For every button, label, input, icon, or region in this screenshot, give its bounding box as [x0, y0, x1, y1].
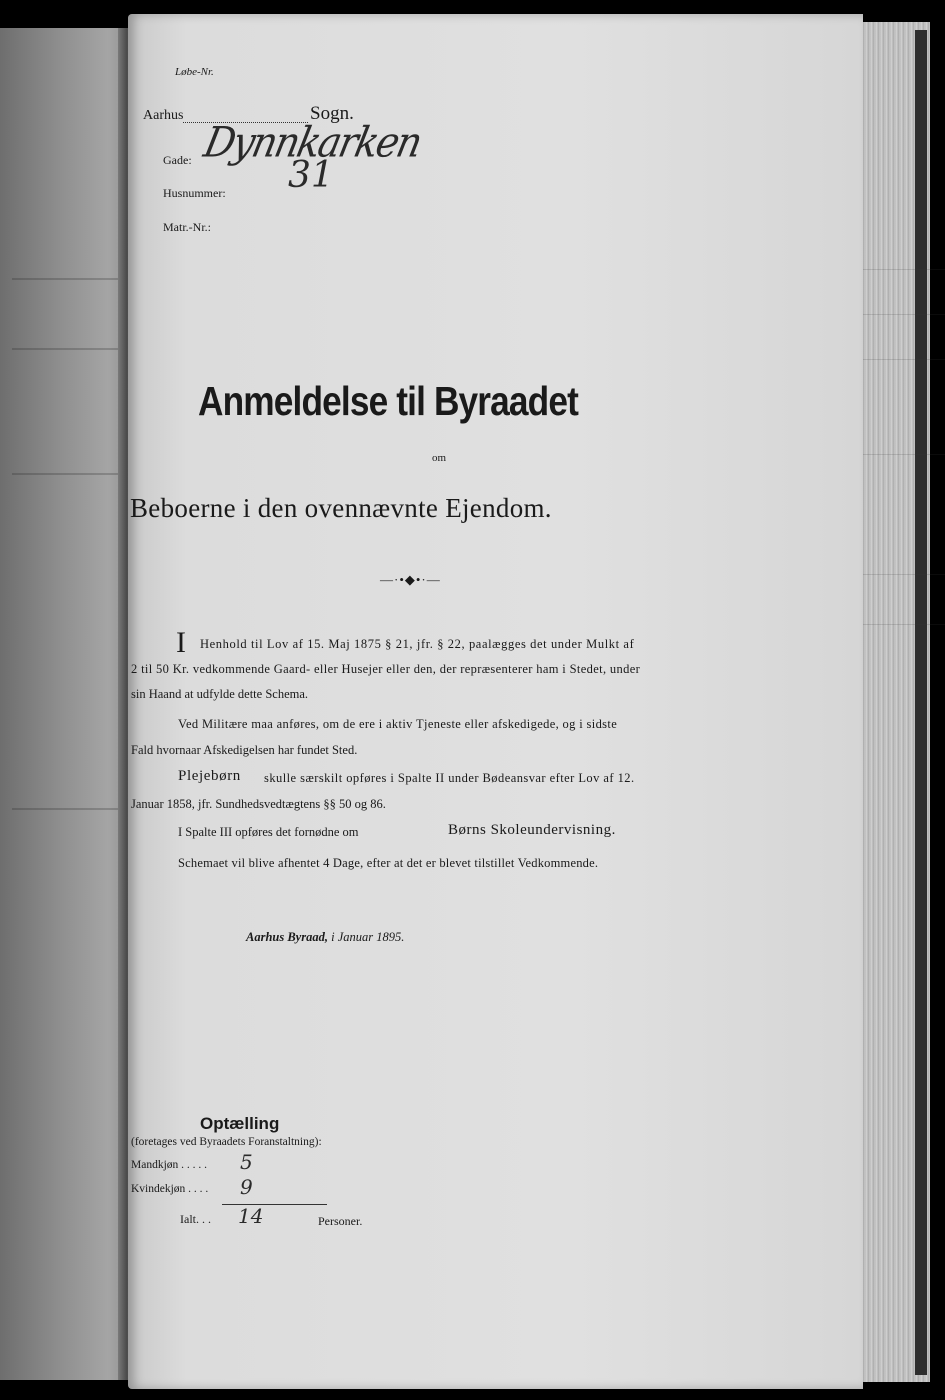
mandkjoen-label: Mandkjøn . . . . . [131, 1159, 208, 1171]
bleed-through-line [863, 269, 945, 270]
paragraph-1-line-2: 2 til 50 Kr. vedkommende Gaard- eller Husejer eller den, der repræsenterer ham i Stedet, under [131, 662, 641, 676]
loebe-nr-label: Løbe-Nr. [175, 66, 214, 78]
paragraph-4-emphasis: Børns Skoleundervisning. [448, 822, 616, 838]
paragraph-2-line-1: Ved Militære maa anføres, om de ere i aktiv Tjeneste eller afskedigede, og i sidste [178, 717, 618, 731]
bleed-through-line [863, 359, 945, 360]
left-ghost-line [12, 473, 122, 475]
document-subtitle: Beboerne i den ovennævnte Ejendom. [130, 493, 552, 523]
mandkjoen-value: 5 [240, 1150, 253, 1174]
ialt-label: Ialt. . . [180, 1212, 211, 1226]
ornament-divider: —·•◆•·— [380, 572, 441, 587]
parish-prefix: Aarhus [143, 108, 184, 123]
paragraph-2-line-2: Fald hvornaar Afskedigelsen har fundet Sted. [131, 743, 358, 757]
left-ghost-line [12, 808, 122, 810]
matr-nr-label: Matr.-Nr.: [163, 220, 211, 234]
cover-edge [915, 30, 927, 1375]
parish-suffix: Sogn. [310, 103, 354, 124]
paragraph-5: Schemaet vil blive afhentet 4 Dage, efter at det er blevet tilstillet Vedkommende. [178, 856, 599, 870]
kvindekjoen-label: Kvindekjøn . . . . [131, 1183, 209, 1195]
signature [246, 930, 404, 945]
gade-label: Gade: [163, 153, 192, 167]
paragraph-3-emphasis: Plejebørn [178, 768, 241, 784]
paragraph-1-line-1: Henhold til Lov af 15. Maj 1875 § 21, jfr. § 22, paalægges det under Mulkt af [200, 637, 635, 651]
bleed-through-line [863, 574, 945, 575]
initial-capital: I [176, 626, 186, 659]
bleed-through-line [863, 314, 945, 315]
count-subheading: (foretages ved Byraadets Foranstaltning): [131, 1136, 322, 1148]
husnummer-handwritten-value: 31 [288, 155, 334, 196]
signature-authority: Aarhus Byraad, [246, 930, 328, 944]
left-ghost-line [12, 348, 122, 350]
paragraph-3-line-2: Januar 1858, jfr. Sundhedsvedtægtens §§ 50 og 86. [131, 797, 386, 811]
signature-date: i Januar 1895. [331, 930, 405, 944]
document-title: Anmeldelse til Byraadet [198, 378, 578, 424]
left-ghost-line [12, 278, 122, 280]
left-page [0, 28, 135, 1380]
kvindekjoen-value: 9 [240, 1175, 253, 1199]
bleed-through-line [863, 624, 945, 625]
ialt-value: 14 [238, 1204, 264, 1228]
paragraph-3-line-1: skulle særskilt opføres i Spalte II under Bødeansvar efter Lov af 12. [264, 771, 635, 785]
husnummer-label: Husnummer: [163, 186, 226, 200]
gade-handwritten-value: Dynnkarken [199, 117, 425, 167]
title-connector: om [432, 452, 447, 464]
paragraph-4: I Spalte III opføres det fornødne om [178, 825, 359, 839]
personer-label: Personer. [318, 1214, 363, 1228]
bleed-through-line [863, 454, 945, 455]
count-heading: Optælling [200, 1114, 280, 1133]
paragraph-1-line-3: sin Haand at udfylde dette Schema. [131, 687, 309, 701]
